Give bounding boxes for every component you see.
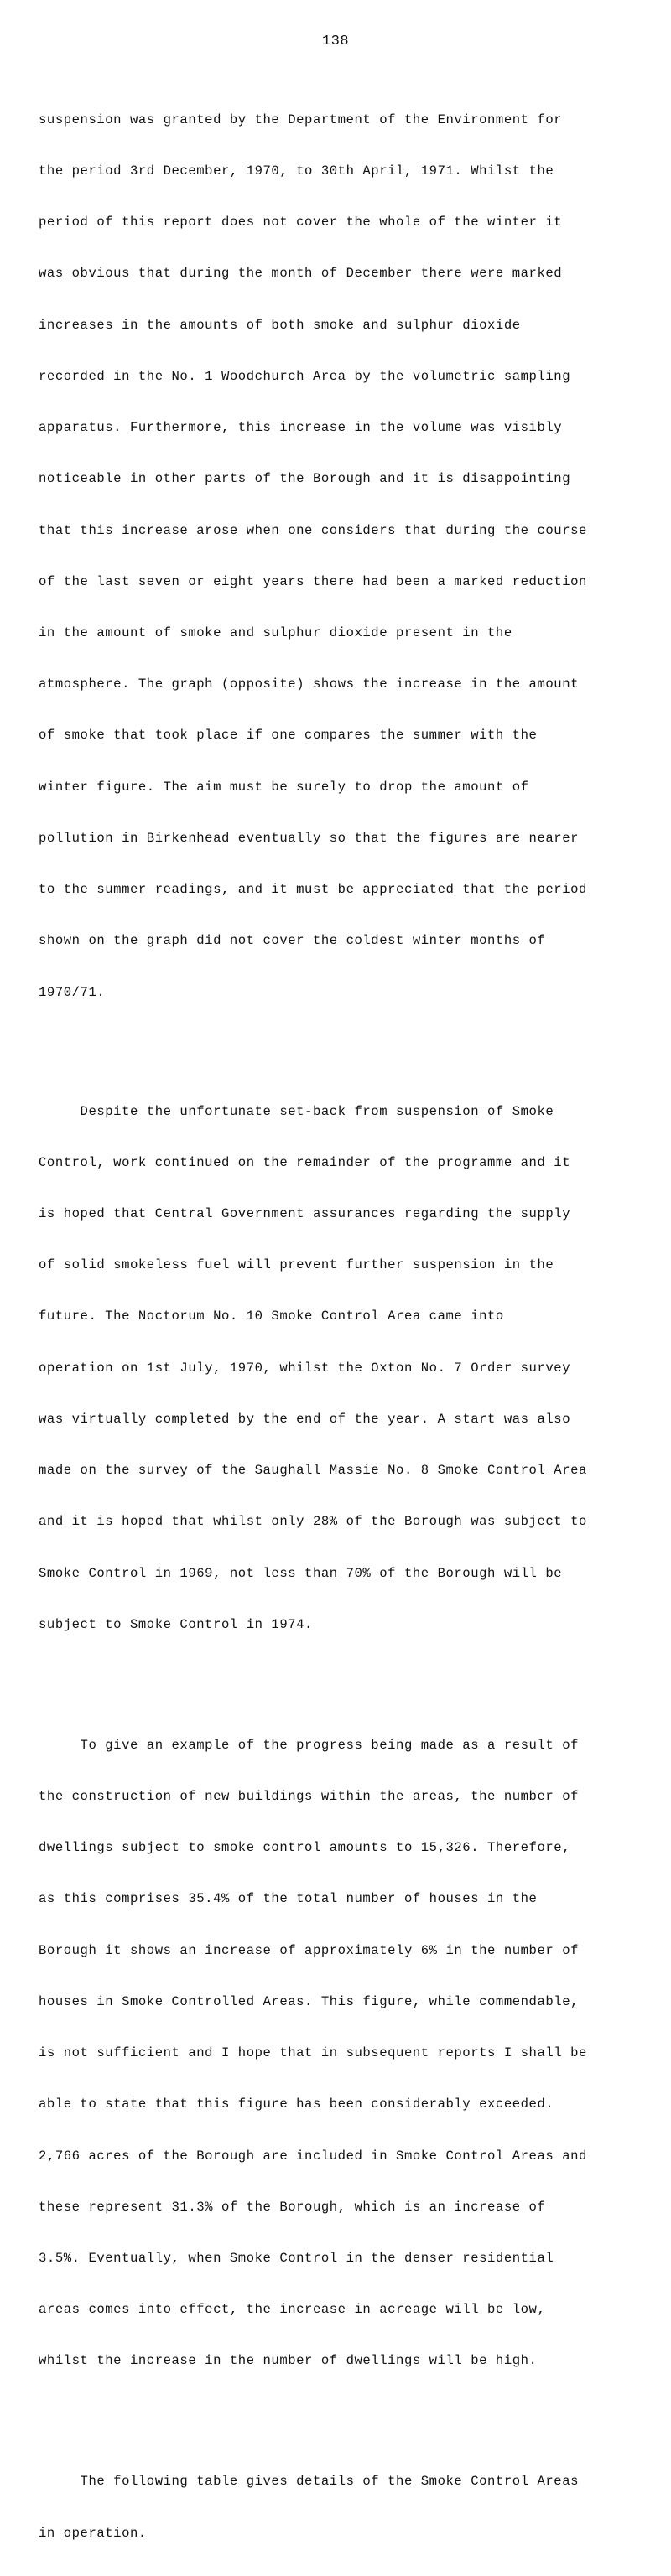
text-line: whilst the increase in the number of dwellings will be high.: [39, 2353, 538, 2369]
text-line: the construction of new buildings within the areas, the number of: [39, 1789, 580, 1804]
text-line: dwellings subject to smoke control amounts to 15,326. Therefore,: [39, 1840, 571, 1856]
text-line: recorded in the No. 1 Woodchurch Area by the volumetric sampling: [39, 368, 571, 384]
text-line: as this comprises 35.4% of the total number of houses in the: [39, 1891, 538, 1907]
text-line: the period 3rd December, 1970, to 30th April, 1971. Whilst the: [39, 163, 554, 179]
text-line: that this increase arose when one considers that during the course: [39, 522, 587, 538]
text-line: is hoped that Central Government assurances regarding the supply: [39, 1206, 571, 1221]
text-line: is not sufficient and I hope that in subsequent reports I shall be: [39, 2045, 587, 2061]
text-line: of the last seven or eight years there had been a marked reduction: [39, 573, 587, 589]
paragraph-suspension-winter-pollution: [39, 77, 651, 1035]
page-number: 138: [321, 34, 350, 49]
text-line: and it is hoped that whilst only 28% of the Borough was subject to: [39, 1514, 587, 1530]
paragraph-smoke-control-programme: [39, 1069, 651, 1667]
body-text: [39, 77, 651, 2576]
text-line: made on the survey of the Saughall Massie No. 8 Smoke Control Area: [39, 1463, 587, 1479]
text-line: suspension was granted by the Department of the Environment for: [39, 111, 563, 127]
text-line: Borough it shows an increase of approximately 6% in the number of: [39, 1942, 580, 1958]
text-line: future. The Noctorum No. 10 Smoke Control Area came into: [39, 1309, 504, 1324]
text-line: to the summer readings, and it must be appreciated that the period: [39, 882, 587, 898]
text-line: operation on 1st July, 1970, whilst the Oxton No. 7 Order survey: [39, 1360, 571, 1376]
text-line: of smoke that took place if one compares the summer with the: [39, 728, 538, 744]
text-line: of solid smokeless fuel will prevent further suspension in the: [39, 1257, 554, 1273]
text-line: areas comes into effect, the increase in acreage will be low,: [39, 2302, 546, 2318]
paragraph-dwellings-progress: [39, 1703, 651, 2404]
text-line: 2,766 acres of the Borough are included in Smoke Control Areas and: [39, 2148, 587, 2164]
text-line: To give an example of the progress being made as a result of: [39, 1737, 580, 1753]
text-line: was obvious that during the month of December there were marked: [39, 266, 563, 282]
text-line: noticeable in other parts of the Borough and it is disappointing: [39, 471, 571, 487]
paragraph-table-intro: [39, 2439, 651, 2576]
text-line: was virtually completed by the end of the year. A start was also: [39, 1411, 571, 1427]
text-line: subject to Smoke Control in 1974.: [39, 1616, 313, 1632]
text-line: Smoke Control in 1969, not less than 70% of the Borough will be: [39, 1565, 563, 1581]
text-line: these represent 31.3% of the Borough, which is an increase of: [39, 2199, 546, 2215]
text-line: atmosphere. The graph (opposite) shows the increase in the amount: [39, 676, 580, 692]
text-line: Despite the unfortunate set-back from suspension of Smoke: [39, 1103, 554, 1119]
text-line: The following table gives details of the Smoke Control Areas: [39, 2474, 580, 2490]
text-line: period of this report does not cover the whole of the winter it: [39, 215, 563, 231]
text-line: Control, work continued on the remainder of the programme and it: [39, 1154, 571, 1170]
text-line: houses in Smoke Controlled Areas. This figure, while commendable,: [39, 1993, 580, 2009]
text-line: able to state that this figure has been considerably exceeded.: [39, 2097, 554, 2112]
text-line: in the amount of smoke and sulphur dioxide present in the: [39, 625, 512, 640]
text-line: winter figure. The aim must be surely to drop the amount of: [39, 779, 529, 795]
text-line: pollution in Birkenhead eventually so that the figures are nearer: [39, 830, 580, 846]
text-line: in operation.: [39, 2525, 147, 2541]
text-line: shown on the graph did not cover the coldest winter months of: [39, 933, 546, 949]
text-line: 1970/71.: [39, 984, 106, 1000]
text-line: increases in the amounts of both smoke and sulphur dioxide: [39, 317, 521, 333]
text-line: apparatus. Furthermore, this increase in the volume was visibly: [39, 420, 563, 436]
text-line: 3.5%. Eventually, when Smoke Control in the denser residential: [39, 2250, 554, 2266]
